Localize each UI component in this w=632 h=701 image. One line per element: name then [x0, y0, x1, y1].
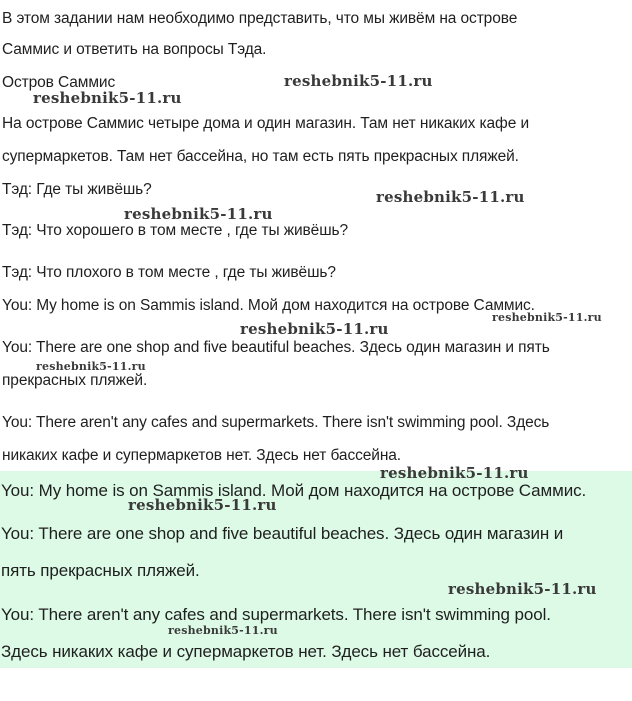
description-line1: На острове Саммис четыре дома и один магазин. Там нет никаких кафе и: [2, 115, 529, 132]
watermark: reshebnik5-11.ru: [36, 360, 146, 373]
intro-text-line2: Саммис и ответить на вопросы Тэда.: [2, 41, 267, 58]
question-1: Тэд: Где ты живёшь?: [2, 181, 152, 198]
watermark: reshebnik5-11.ru: [380, 464, 529, 482]
question-2: Тэд: Что хорошего в том месте , где ты живёшь?: [2, 222, 349, 239]
highlight-answer-2-line2: пять прекрасных пляжей.: [1, 561, 200, 580]
island-title: Остров Саммис: [2, 74, 116, 91]
question-3: Тэд: Что плохого в том месте , где ты живёшь?: [2, 264, 336, 281]
highlight-answer-2-line1: You: There are one shop and five beautiful beaches. Здесь один магазин и: [1, 524, 564, 543]
watermark: reshebnik5-11.ru: [33, 89, 182, 107]
answer-2-line2: прекрасных пляжей.: [2, 372, 148, 389]
highlight-answer-3-line2: Здесь никаких кафе и супермаркетов нет. Здесь нет бассейна.: [1, 642, 491, 661]
watermark: reshebnik5-11.ru: [376, 188, 525, 206]
intro-text-line1: В этом задании нам необходимо представить, что мы живём на острове: [2, 10, 518, 27]
watermark: reshebnik5-11.ru: [168, 624, 278, 637]
watermark: reshebnik5-11.ru: [448, 580, 597, 598]
highlight-answer-3-line1: You: There aren't any cafes and supermarkets. There isn't swimming pool.: [1, 605, 551, 624]
watermark: reshebnik5-11.ru: [284, 72, 433, 90]
watermark: reshebnik5-11.ru: [128, 496, 277, 514]
watermark: reshebnik5-11.ru: [492, 311, 602, 324]
watermark: reshebnik5-11.ru: [240, 320, 389, 338]
highlight-answer-1: You: My home is on Sammis island. Мой дом находится на острове Саммис.: [1, 481, 587, 500]
answer-2-line1: You: There are one shop and five beautiful beaches. Здесь один магазин и пять: [2, 339, 550, 356]
watermark: reshebnik5-11.ru: [124, 205, 273, 223]
answer-1: You: My home is on Sammis island. Мой дом находится на острове Саммис.: [2, 297, 535, 314]
answer-3-line1: You: There aren't any cafes and supermarkets. There isn't swimming pool. Здесь: [2, 414, 550, 431]
description-line2: супермаркетов. Там нет бассейна, но там есть пять прекрасных пляжей.: [2, 148, 519, 165]
answer-3-line2: никаких кафе и супермаркетов нет. Здесь нет бассейна.: [2, 447, 402, 464]
